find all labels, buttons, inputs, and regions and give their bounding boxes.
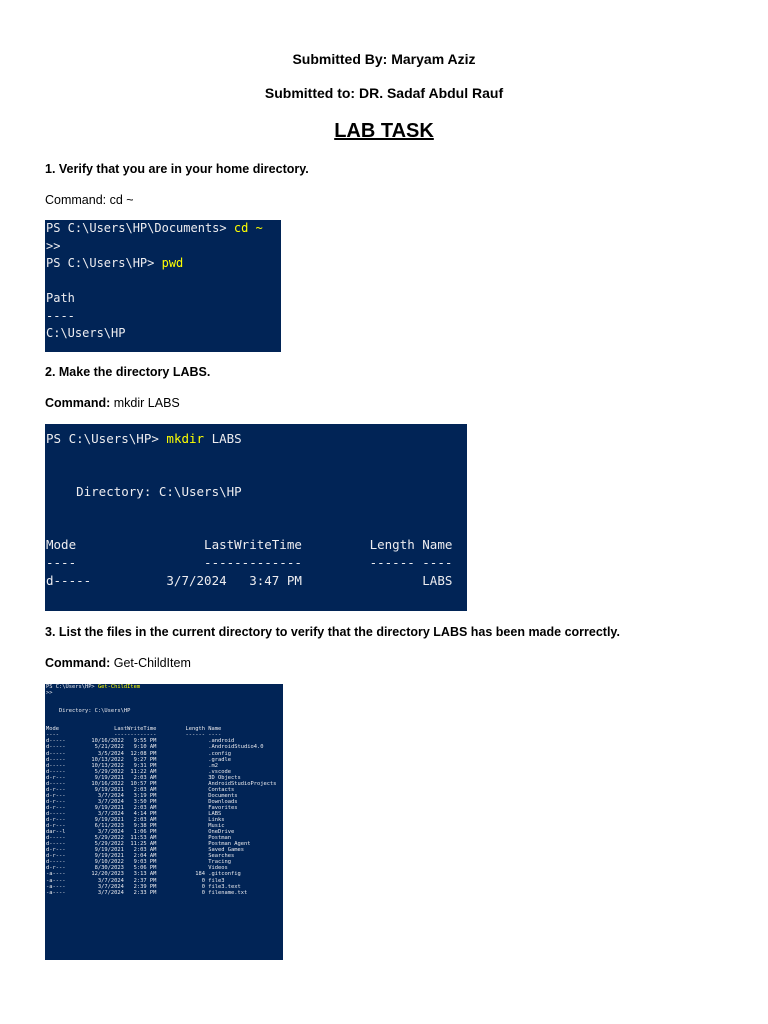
task-3-command-label: Command:: [45, 656, 111, 670]
terminal-argument: LABS: [204, 431, 242, 446]
terminal-line: [46, 519, 467, 537]
terminal-command: mkdir: [166, 431, 205, 446]
terminal-prompt: PS C:\Users\HP>: [46, 684, 98, 690]
task-3-heading: 3. List the files in the current directory to verify that the directory LABS has been made correctly.: [45, 625, 620, 639]
task-1-heading: 1. Verify that you are in your home directory.: [45, 162, 309, 176]
terminal-prompt: Mode LastWriteTime Length Name: [46, 726, 222, 733]
terminal-line: [46, 308, 281, 326]
terminal-line: [46, 465, 467, 483]
task-3-command-value: Get-ChildItem: [110, 656, 191, 670]
terminal-screenshot-1: [45, 220, 281, 352]
terminal-prompt: d----- 3/7/2024 3:47 PM LABS: [46, 572, 453, 588]
terminal-prompt: >>: [46, 690, 53, 697]
terminal-screenshot-3: [45, 684, 283, 960]
terminal-line: [46, 430, 467, 448]
terminal-line: [46, 572, 467, 590]
task-1-command-label: Command:: [45, 193, 107, 207]
page-title: LAB TASK: [334, 120, 434, 142]
terminal-line: [46, 890, 283, 896]
terminal-prompt: d-r--- 6/11/2023 9:38 PM Music: [46, 823, 225, 830]
terminal-prompt: d----- 3/7/2024 4:14 PM LABS: [46, 810, 222, 817]
terminal-prompt: -a---- 12/20/2023 3:13 AM 184 .gitconfig: [46, 871, 241, 878]
terminal-prompt: d-r--- 3/7/2024 3:50 PM Downloads: [46, 798, 238, 805]
terminal-command: pwd: [161, 256, 184, 270]
terminal-prompt: ---- ------------- ------ ----: [46, 732, 222, 739]
terminal-line: [46, 448, 467, 466]
terminal-prompt: d-r--- 9/19/2021 2:03 AM Links: [46, 817, 225, 824]
terminal-prompt: d----- 5/29/2022 11:25 AM Postman Agent: [46, 841, 251, 848]
task-1-command: [45, 193, 134, 207]
task-2-command-value: mkdir LABS: [110, 396, 180, 410]
terminal-prompt: C:\Users\HP: [46, 326, 126, 340]
terminal-prompt: d----- 10/13/2022 9:27 PM .gradle: [46, 756, 231, 763]
task-3-command: [45, 656, 191, 670]
terminal-prompt: PS C:\Users\HP\Documents>: [46, 221, 234, 235]
terminal-prompt: PS C:\Users\HP>: [46, 431, 167, 446]
terminal-line: [46, 273, 281, 291]
terminal-line: [46, 325, 281, 343]
terminal-prompt: d----- 3/5/2024 12:08 PM .config: [46, 750, 231, 757]
terminal-line: [46, 483, 467, 501]
terminal-screenshot-2: [45, 424, 467, 611]
terminal-line: [46, 220, 281, 238]
terminal-prompt: Directory: C:\Users\HP: [46, 484, 242, 500]
terminal-prompt: d-r--- 9/19/2021 2:03 AM Contacts: [46, 786, 235, 793]
terminal-prompt: d----- 5/29/2022 11:22 AM .vscode: [46, 768, 231, 775]
terminal-line: [46, 255, 281, 273]
terminal-prompt: ----: [46, 308, 75, 323]
terminal-prompt: PS C:\Users\HP>: [46, 256, 162, 270]
terminal-prompt: -a---- 3/7/2024 2:33 PM 0 filename.txt: [46, 889, 248, 896]
terminal-prompt: Directory: C:\Users\HP: [46, 708, 131, 715]
task-2-heading: 2. Make the directory LABS.: [45, 365, 211, 379]
submitted-by: Submitted By: Maryam Aziz: [292, 51, 476, 67]
task-2-command: [45, 396, 180, 410]
terminal-prompt: d-r--- 8/30/2023 5:06 PM Videos: [46, 865, 228, 872]
terminal-prompt: Path: [46, 291, 75, 305]
terminal-prompt: d----- 10/16/2022 10:57 PM AndroidStudioProjects: [46, 780, 277, 787]
task-1-command-value: cd ~: [106, 193, 134, 207]
terminal-prompt: ---- ------------- ------ ----: [46, 554, 453, 570]
terminal-line: [46, 536, 467, 554]
submitted-to: Submitted to: DR. Sadaf Abdul Rauf: [264, 85, 504, 101]
terminal-prompt: -a---- 3/7/2024 2:39 PM 0 file3.text: [46, 883, 241, 890]
terminal-line: [46, 501, 467, 519]
terminal-prompt: d-r--- 9/19/2021 2:03 AM Favorites: [46, 804, 238, 811]
terminal-prompt: d-r--- 9/19/2021 2:03 AM 3D Objects: [46, 774, 241, 781]
terminal-command: cd ~: [233, 221, 263, 235]
terminal-prompt: d----- 5/21/2022 9:10 AM .AndroidStudio4.0: [46, 744, 264, 751]
terminal-line: [46, 238, 281, 256]
terminal-prompt: d-r--- 9/19/2021 2:03 AM Saved Games: [46, 847, 244, 854]
terminal-prompt: Mode LastWriteTime Length Name: [46, 537, 453, 553]
terminal-command: Get-ChildItem: [97, 684, 141, 690]
terminal-line: [46, 290, 281, 308]
terminal-prompt: d----- 9/10/2022 9:03 PM Tracing: [46, 859, 231, 866]
terminal-prompt: d----- 5/29/2022 11:53 AM Postman: [46, 835, 231, 842]
terminal-prompt: -a---- 3/7/2024 2:37 PM 0 file3: [46, 877, 225, 884]
terminal-prompt: >>: [46, 238, 61, 253]
terminal-prompt: dar--l 3/7/2024 1:06 PM OneDrive: [46, 829, 235, 836]
terminal-prompt: d----- 10/16/2022 9:55 PM .android: [46, 738, 235, 745]
terminal-line: [46, 554, 467, 572]
terminal-prompt: d----- 10/13/2022 9:31 PM .m2: [46, 762, 219, 769]
terminal-prompt: d-r--- 3/7/2024 3:19 PM Documents: [46, 792, 238, 799]
task-2-command-label: Command:: [45, 396, 111, 410]
terminal-prompt: d-r--- 9/19/2021 2:04 AM Searches: [46, 853, 235, 860]
